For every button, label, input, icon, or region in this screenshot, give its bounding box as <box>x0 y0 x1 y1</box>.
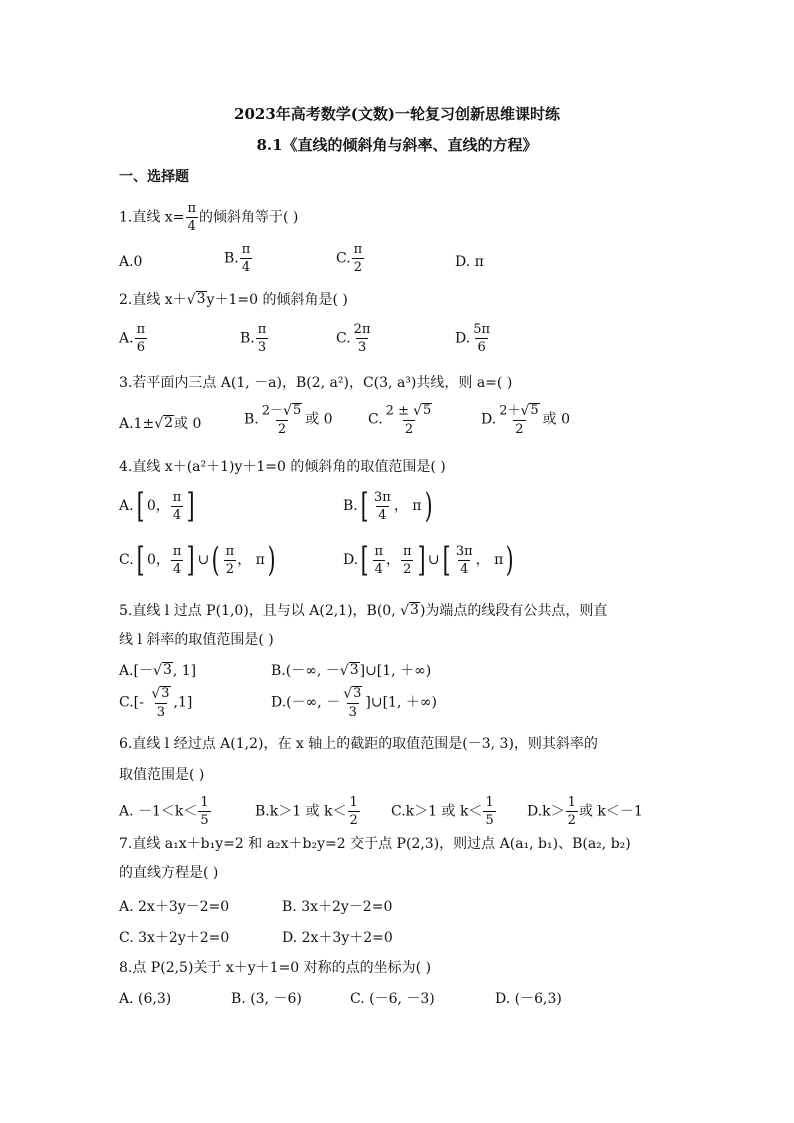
q3-option-d: D. 2＋ √ 5 2 或 0 <box>481 402 571 437</box>
q4-option-c: C.[ 0， $\frac{\pi}{4}$ ] ∪( $\frac{\pi}{2}$ ， π) <box>119 540 276 580</box>
question-1: 1.直线 x= $\frac{\pi}{4}$ 的倾斜角等于( ) <box>119 201 299 234</box>
q3-option-b: B. 2－ √ 5 2 或 0 <box>244 402 333 437</box>
q5-option-b: B.(－∞, － √ 3 ]∪[1, ＋∞) <box>271 662 432 679</box>
section-heading: 一、选择题 <box>119 169 189 185</box>
question-6-line-2: 取值范围是( ) <box>119 767 205 783</box>
q5-option-a: A.[－ √ 3 , 1] <box>119 662 197 679</box>
question-6: 6.直线 l 经过点 A(1,2)，在 x 轴上的截距的取值范围是(－3, 3)，则其斜率的 <box>119 736 598 752</box>
q3-option-a: A.1± √ 2 或 0 <box>119 415 202 432</box>
question-5: 5.直线 l 过点 P(1,0)，且与以 A(2,1)，B(0, √ 3 )为端点的线段有公共点，则直 <box>119 602 608 619</box>
q2-option-b: B. $\frac{\pi}{3}$ <box>240 322 267 355</box>
q2-option-a: A. $\frac{\pi}{6}$ <box>119 322 146 355</box>
q7-option-c: C. 3x＋2y＋2=0 <box>119 930 230 946</box>
q4-option-a: A.[ 0， $\frac{\pi}{4}$ ] <box>119 486 195 526</box>
q1-option-c: C. $\frac{\pi}{2}$ <box>336 242 363 275</box>
q6-option-c: C.k＞1 或 k＜ $\frac{1}{5}$ <box>391 795 494 828</box>
q8-option-a: A. (6,3) <box>119 991 172 1007</box>
question-7: 7.直线 a₁x＋b₁y=2 和 a₂x＋b₂y=2 交于点 P(2,3)，则过点 A(a₁, b₁)、B(a₂, b₂) <box>119 836 631 852</box>
q1-option-b: B. $\frac{\pi}{4}$ <box>224 242 251 275</box>
question-8: 8.点 P(2,5)关于 x＋y＋1=0 对称的点的坐标为( ) <box>119 960 432 976</box>
q6-option-a: A. －1＜k＜ $\frac{1}{5}$ <box>119 795 209 828</box>
q8-option-b: B. (3, －6) <box>231 991 302 1007</box>
q6-option-d: D.k＞ $\frac{1}{2}$ 或 k＜－1 <box>527 795 643 828</box>
page-subtitle: 8.1《直线的倾斜角与斜率、直线的方程》 <box>256 136 538 154</box>
q5-option-c: C.[- √ 3 3 ,1] <box>119 685 193 720</box>
question-3: 3.若平面内三点 A(1, －a)，B(2, a²)，C(3, a³)共线，则 a=( ) <box>119 375 513 391</box>
q1-option-d: D. π <box>455 254 484 270</box>
question-7-line-2: 的直线方程是( ) <box>119 865 219 881</box>
q1-option-a: A.0 <box>119 254 143 270</box>
page-title: 2023年高考数学(文数)一轮复习创新思维课时练 <box>234 105 560 123</box>
q5-option-d: D.(－∞, － √ 3 3 ]∪[1, ＋∞) <box>271 685 437 720</box>
q6-option-b: B.k＞1 或 k＜ $\frac{1}{2}$ <box>255 795 358 828</box>
q2-option-c: C. $\frac{2\pi}{3}$ <box>336 322 371 355</box>
q7-option-d: D. 2x＋3y＋2=0 <box>282 930 393 946</box>
q4-option-d: D.[ $\frac{\pi}{4}$ ， $\frac{\pi}{2}$ ] ∪[ $\frac{3\pi}{4}$ ， π) <box>343 540 514 580</box>
question-2: 2.直线 x＋ √ 3 y＋1=0 的倾斜角是( ) <box>119 291 348 308</box>
q8-option-c: C. (－6, －3) <box>350 991 435 1007</box>
question-5-line-2: 线 l 斜率的取值范围是( ) <box>119 632 274 648</box>
q4-option-b: B.[ $\frac{3\pi}{4}$ ， π) <box>343 486 433 526</box>
q8-option-d: D. (－6,3) <box>495 991 562 1007</box>
q7-option-a: A. 2x＋3y－2=0 <box>119 899 230 915</box>
q2-option-d: D. $\frac{5\pi}{6}$ <box>455 322 491 355</box>
question-4: 4.直线 x＋(a²＋1)y＋1=0 的倾斜角的取值范围是( ) <box>119 459 446 475</box>
q7-option-b: B. 3x＋2y－2=0 <box>282 899 393 915</box>
q3-option-c: C. 2 ± √ 5 2 <box>368 402 432 437</box>
